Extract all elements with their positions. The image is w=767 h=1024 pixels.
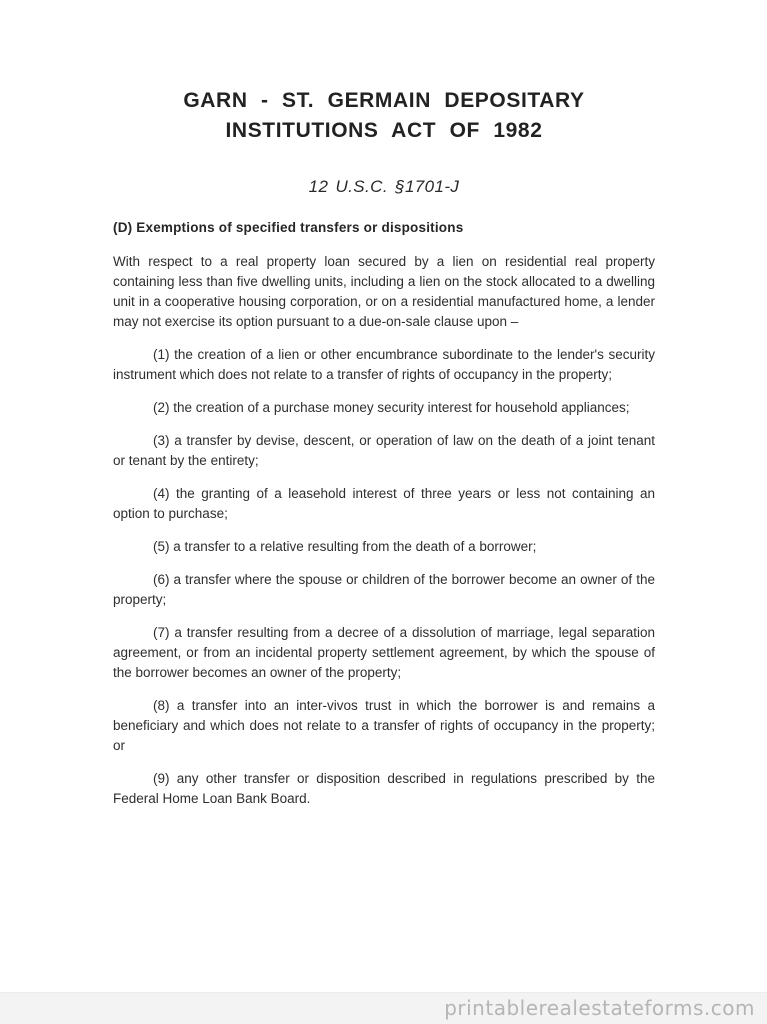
statute-item-4: (4) the granting of a leasehold interest of three years or less not containing an option to purchase; <box>113 486 655 521</box>
statute-body <box>113 252 655 809</box>
statute-item-9: (9) any other transfer or disposition described in regulations prescribed by the Federal Home Loan Bank Board. <box>113 771 655 806</box>
intro-paragraph: With respect to a real property loan secured by a lien on residential real property containing less than five dwelling units, including a lien on the stock allocated to a dwelling unit in a cooperative housing corporation, or on a residential manufactured home, a lender may not exercise its option pursuant to a due-on-sale clause upon – <box>113 254 655 329</box>
statute-item-7: (7) a transfer resulting from a decree of a dissolution of marriage, legal separation agreement, or from an incidental property settlement agreement, by which the spouse of the borrower becomes an owner of the property; <box>113 625 655 680</box>
statute-item-1: (1) the creation of a lien or other encumbrance subordinate to the lender's security instrument which does not relate to a transfer of rights of occupancy in the property; <box>113 347 655 382</box>
statute-item-2: (2) the creation of a purchase money security interest for household appliances; <box>153 400 630 415</box>
document-title-line2: INSTITUTIONS ACT OF 1982 <box>225 119 543 142</box>
statute-citation: 12 U.S.C. §1701-J <box>308 177 460 196</box>
document-content <box>113 0 655 822</box>
watermark-text: printablerealestateforms.com <box>444 996 755 1020</box>
document-title <box>113 86 655 146</box>
document-title-line1: GARN - ST. GERMAIN DEPOSITARY <box>183 89 585 112</box>
footer-watermark-strip <box>0 992 767 1024</box>
statute-item-3: (3) a transfer by devise, descent, or operation of law on the death of a joint tenant or tenant by the entirety; <box>113 433 655 468</box>
statute-item-6: (6) a transfer where the spouse or children of the borrower become an owner of the property; <box>113 572 655 607</box>
statute-item-5: (5) a transfer to a relative resulting from the death of a borrower; <box>153 539 537 554</box>
statute-item-8: (8) a transfer into an inter-vivos trust in which the borrower is and remains a beneficiary and which does not relate to a transfer of rights of occupancy in the property; or <box>113 698 655 753</box>
section-heading: (D) Exemptions of specified transfers or dispositions <box>113 220 464 235</box>
